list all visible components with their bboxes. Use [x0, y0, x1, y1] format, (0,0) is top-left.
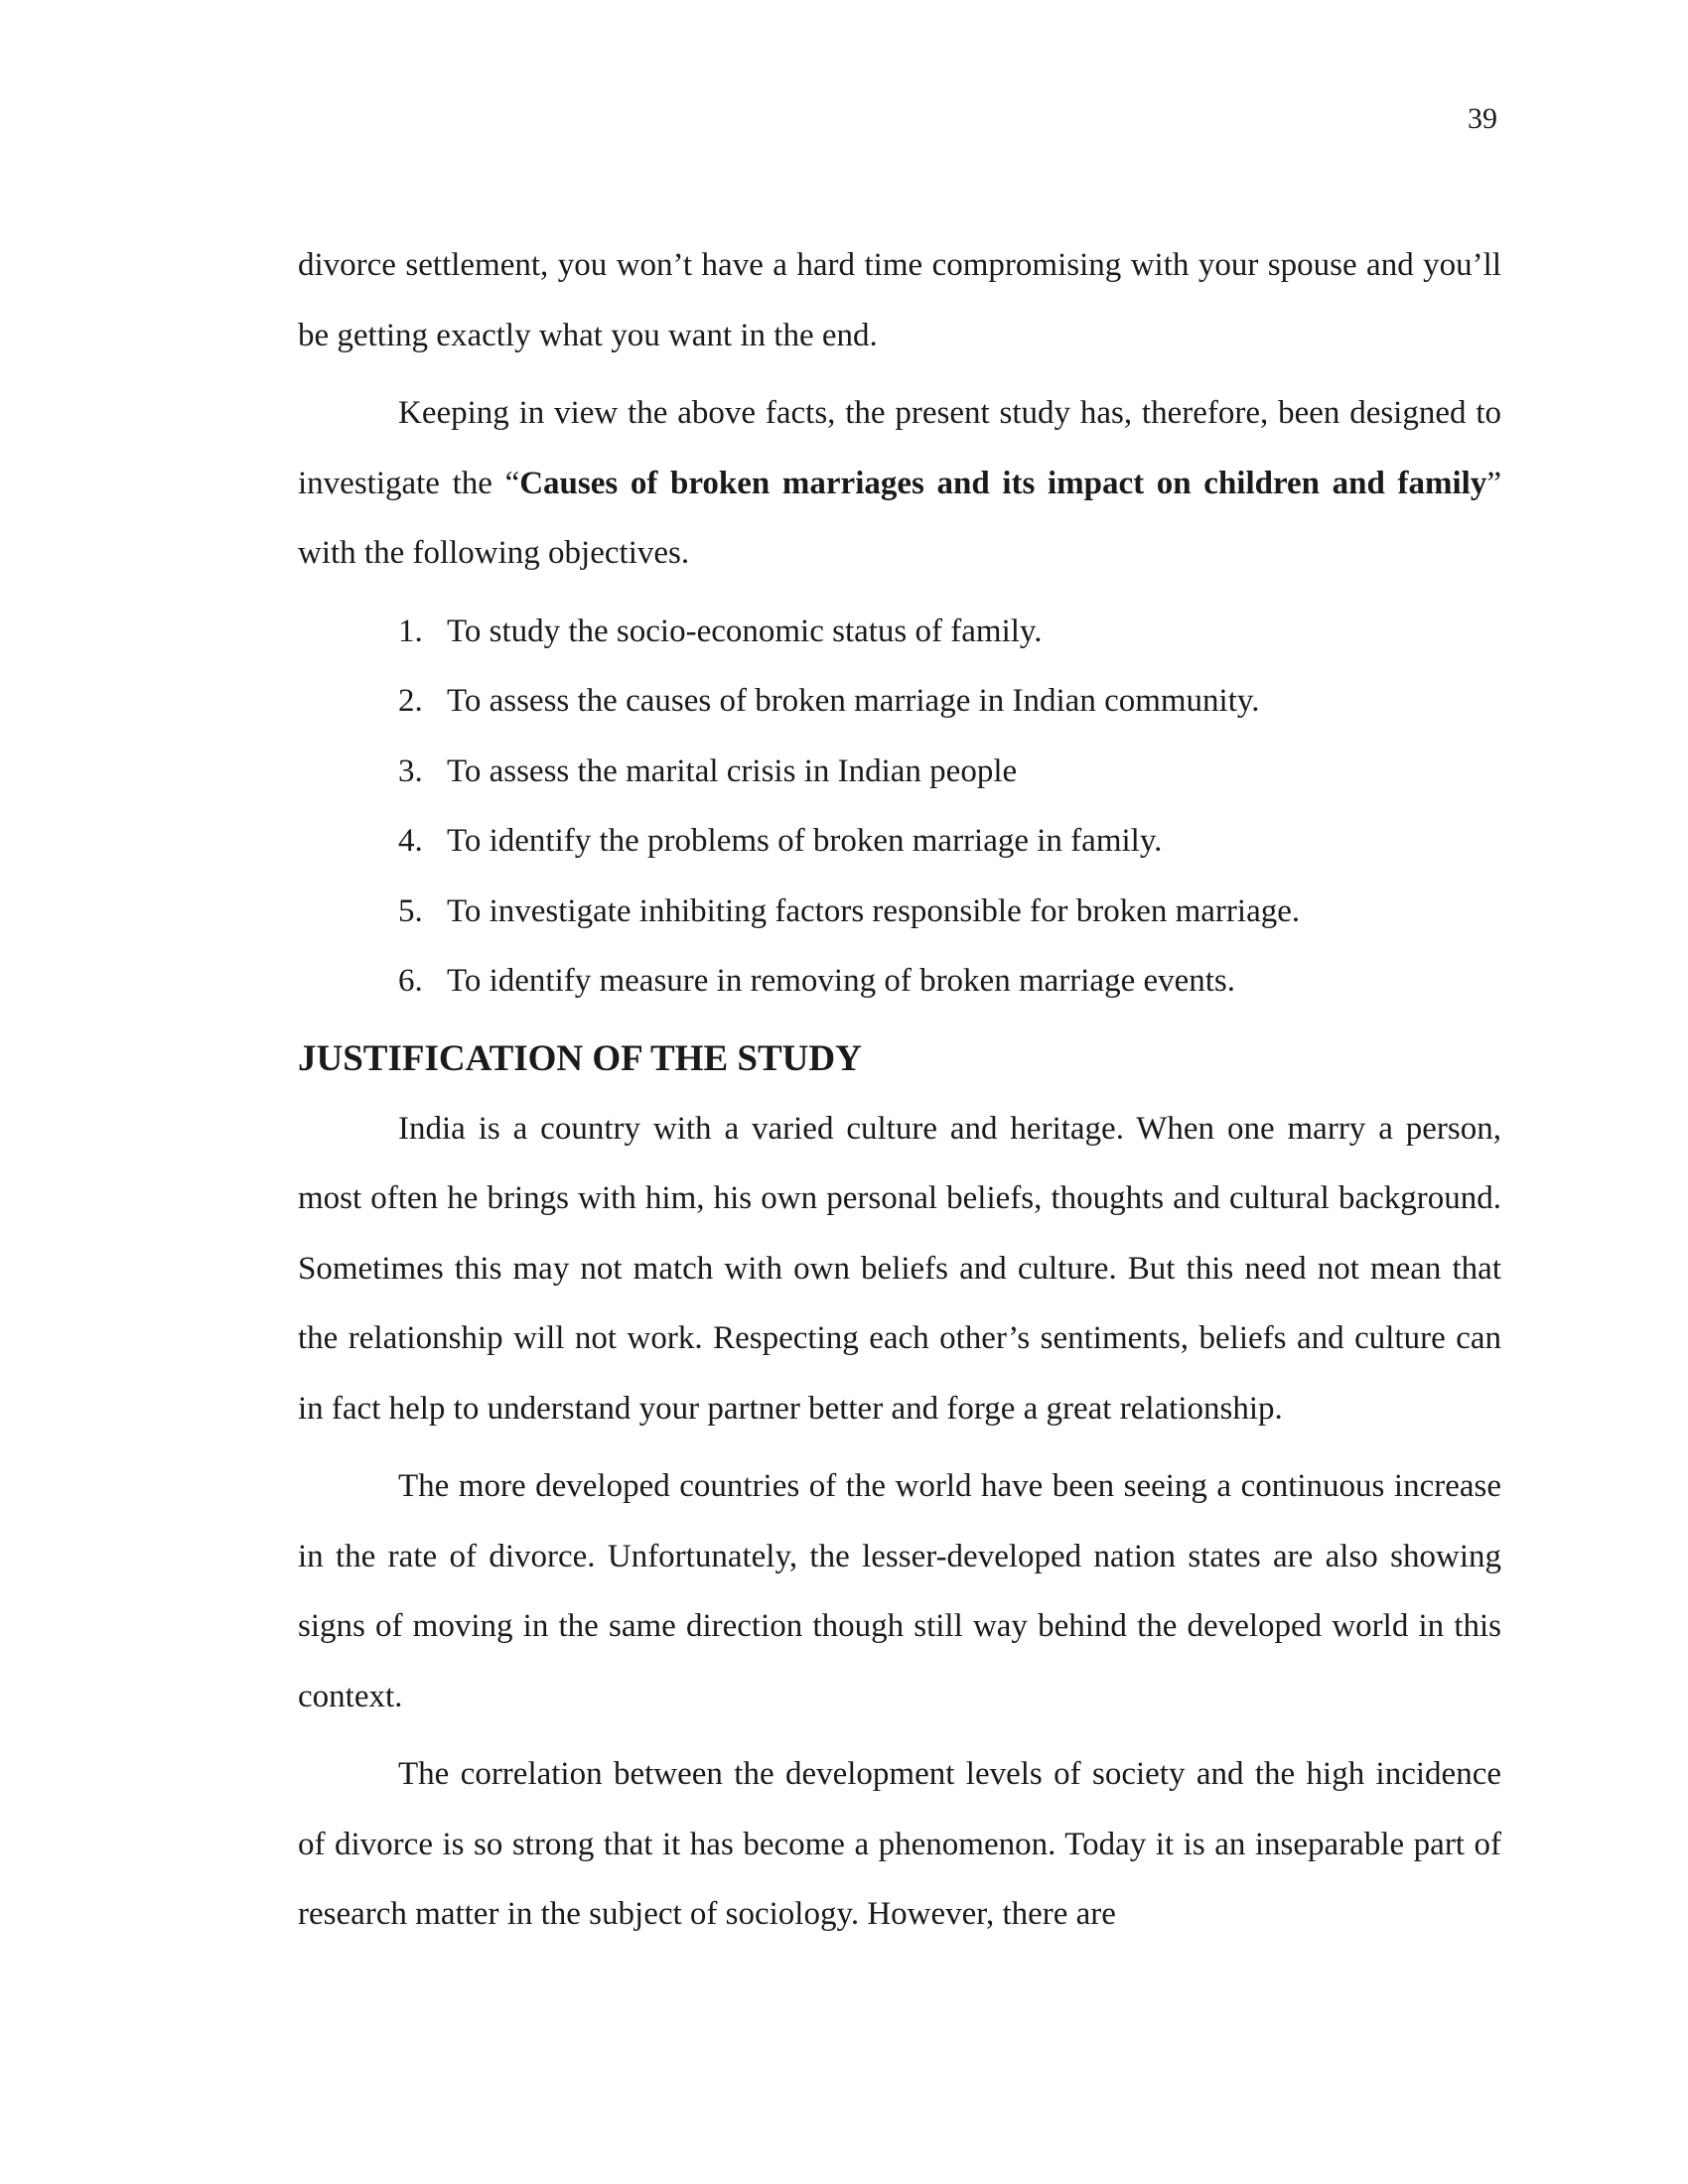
list-text: To assess the causes of broken marriage in Indian community.: [447, 683, 1260, 719]
page-number: 39: [1468, 102, 1497, 135]
paragraph-study-intro: [298, 378, 1501, 589]
study-title: Causes of broken marriages and its impact on children and family: [519, 465, 1487, 501]
list-text: To assess the marital crisis in Indian people: [447, 752, 1018, 789]
intro-text-end: ” with the following objectives.: [298, 465, 1502, 571]
list-item: [298, 877, 1501, 947]
list-number: 2.: [398, 683, 423, 719]
paragraph-culture: India is a country with a varied culture and heritage. When one marry a person, most often he brings with him, his own personal beliefs, thoughts and cultural background. Sometimes this may not match with own beliefs and culture. But this need not mean that the relationship will not work. Respecting each other’s sentiments, beliefs and culture can in fact help to understand your partner better and forge a great relationship.: [298, 1110, 1501, 1427]
list-text: To study the socio-economic status of family.: [447, 613, 1043, 649]
paragraph-divorce-rate: The more developed countries of the world have been seeing a continuous increase in the rate of divorce. Unfortunately, the lesser-developed nation states are also showing signs of moving in the same direction though still way behind the developed world in this context.: [298, 1468, 1501, 1714]
list-number: 6.: [398, 963, 423, 999]
section-heading: JUSTIFICATION OF THE STUDY: [298, 1037, 862, 1079]
list-item: [298, 597, 1501, 667]
intro-text: Keeping in view the above facts, the present study has, therefore, been designed to investigate the “: [298, 395, 1501, 501]
list-text: To identify the problems of broken marriage in family.: [447, 823, 1163, 859]
list-number: 5.: [398, 892, 423, 929]
list-number: 3.: [398, 752, 423, 789]
list-text: To investigate inhibiting factors responsible for broken marriage.: [447, 892, 1301, 929]
list-item: [298, 806, 1501, 877]
list-item: [298, 737, 1501, 807]
paragraph-continuation: divorce settlement, you won’t have a hard time compromising with your spouse and you’ll be getting exactly what you want in the end.: [298, 247, 1501, 353]
list-number: 4.: [398, 823, 423, 859]
paragraph-correlation: The correlation between the development levels of society and the high incidence of divorce is so strong that it has become a phenomenon. Today it is an inseparable part of research matter in the subject of sociology. However, there are: [298, 1756, 1501, 1932]
objectives-list: [298, 597, 1501, 1017]
list-number: 1.: [398, 613, 423, 649]
list-item: [298, 666, 1501, 737]
page-content: [298, 230, 1501, 1950]
list-item: [298, 946, 1501, 1017]
list-text: To identify measure in removing of broken marriage events.: [447, 963, 1236, 999]
